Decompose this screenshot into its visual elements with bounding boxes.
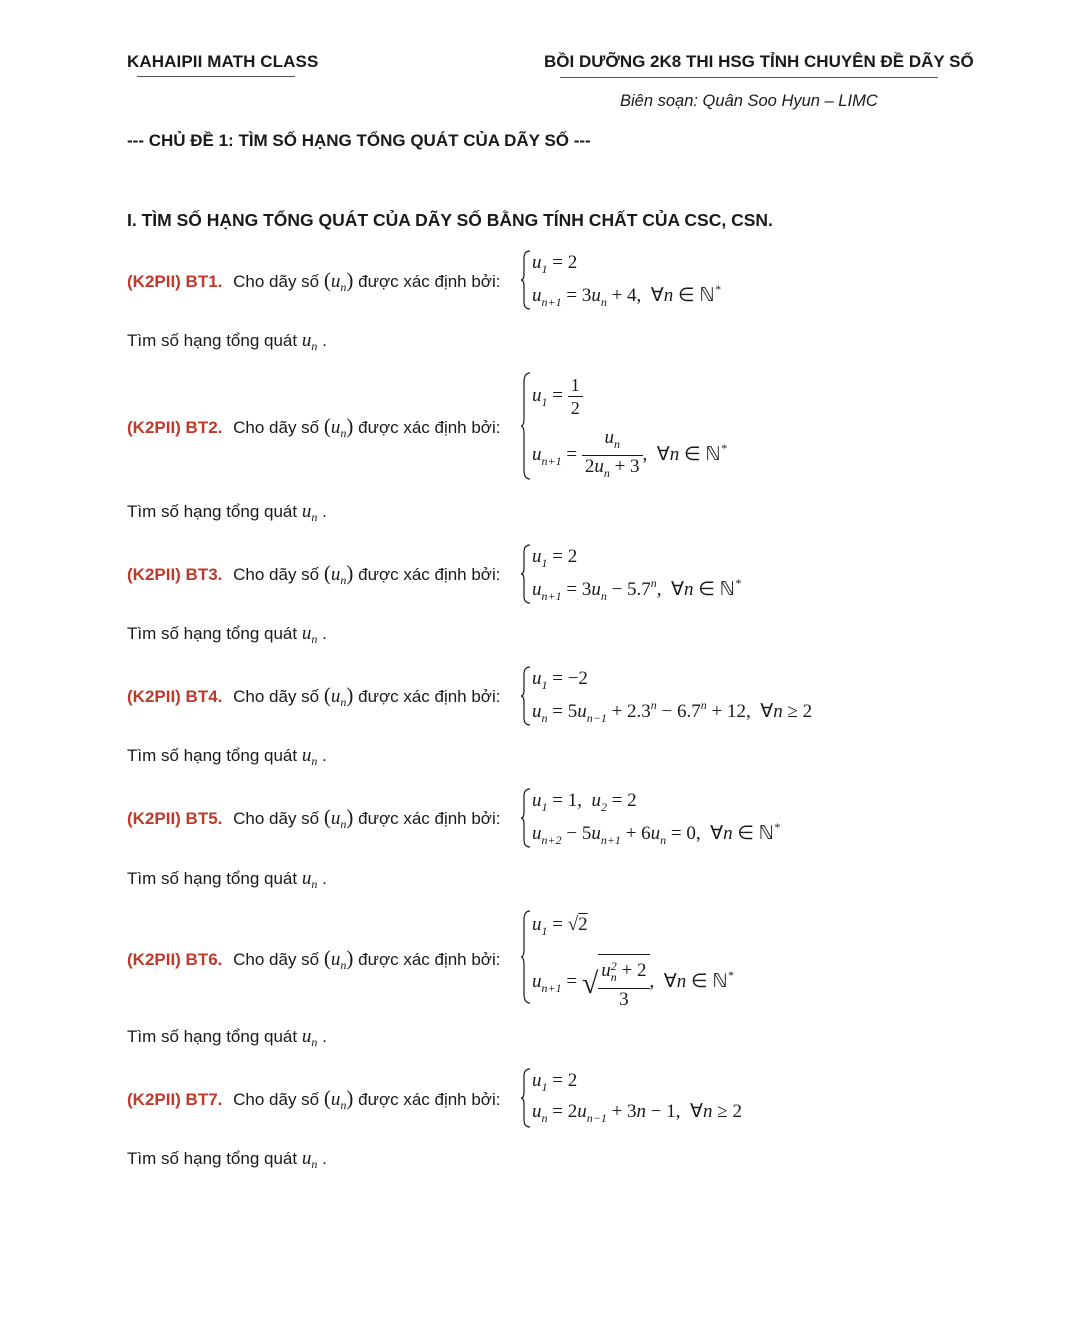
- given-suffix: được xác định bởi:: [358, 565, 501, 584]
- initial-condition: $u_1 = √2$: [532, 914, 588, 938]
- find-line-7: Tìm số hạng tổng quát $u_n$ .: [127, 1148, 327, 1171]
- initial-condition: $u_1$ = $\frac{1}{2}$: [532, 374, 583, 419]
- recurrence: $u_{n+1} = 3u_n + 4$, ∀n ∈ ℕ*: [532, 282, 721, 309]
- initial-condition: $u_1 = -2$: [532, 668, 588, 692]
- problem-5-system: [520, 788, 780, 850]
- header-right-underline: [560, 77, 938, 78]
- problem-2-system: [520, 372, 727, 482]
- recurrence: $u_n = 5u_{n-1} + 2.3^n - 6.7^n + 12$, ∀n ≥ 2: [532, 698, 813, 725]
- given-suffix: được xác định bởi:: [358, 809, 501, 828]
- problem-6-system: [520, 910, 750, 1010]
- problem-1-system: [520, 250, 720, 312]
- initial-condition: $u_1 = 2$: [532, 546, 578, 570]
- brace-icon: [520, 1068, 532, 1128]
- recurrence: $u_{n+1}$ = √ $\frac{u^2_n + 2}{3}$ , ∀n ∈ ℕ*: [532, 954, 734, 1011]
- problem-6: (K2PII) BT6. Cho dãy số $(u_n)$ được xác định bởi:: [127, 946, 501, 972]
- compiler-credit: Biên soạn: Quân Soo Hyun – LIMC: [620, 92, 878, 110]
- brace-icon: [520, 910, 532, 1004]
- given-prefix: Cho dãy số: [233, 272, 320, 291]
- problem-tag: (K2PII) BT5.: [127, 809, 223, 828]
- recurrence: $u_{n+1}$ = $\frac{u_n}{2u_n + 3}$ , ∀n ∈ ℕ*: [532, 427, 727, 480]
- find-line-3: Tìm số hạng tổng quát $u_n$ .: [127, 623, 327, 646]
- problem-3: (K2PII) BT3. Cho dãy số $(u_n)$ được xác định bởi:: [127, 561, 501, 587]
- topic-title: --- CHỦ ĐỀ 1: TÌM SỐ HẠNG TỔNG QUÁT CỦA DÃY SỐ ---: [127, 131, 591, 150]
- problem-7-system: [520, 1068, 750, 1130]
- given-suffix: được xác định bởi:: [358, 272, 501, 291]
- given-prefix: Cho dãy số: [233, 687, 320, 706]
- brace-icon: [520, 372, 532, 480]
- header-right-title: BỒI DƯỠNG 2K8 THI HSG TỈNH CHUYÊN ĐỀ DÃY SỐ: [544, 52, 974, 71]
- given-suffix: được xác định bởi:: [358, 687, 501, 706]
- section-heading: I. TÌM SỐ HẠNG TỔNG QUÁT CỦA DÃY SỐ BẰNG TÍNH CHẤT CỦA CSC, CSN.: [127, 210, 773, 230]
- given-prefix: Cho dãy số: [233, 950, 320, 969]
- problem-4: (K2PII) BT4. Cho dãy số $(u_n)$ được xác định bởi:: [127, 683, 501, 709]
- find-line-4: Tìm số hạng tổng quát $u_n$ .: [127, 745, 327, 768]
- problem-7: (K2PII) BT7. Cho dãy số $(u_n)$ được xác định bởi:: [127, 1086, 501, 1112]
- initial-condition: $u_1 = 2$: [532, 252, 578, 276]
- problem-tag: (K2PII) BT7.: [127, 1090, 223, 1109]
- problem-tag: (K2PII) BT1.: [127, 272, 223, 291]
- problem-tag: (K2PII) BT4.: [127, 687, 223, 706]
- given-suffix: được xác định bởi:: [358, 1090, 501, 1109]
- problem-tag: (K2PII) BT3.: [127, 565, 223, 584]
- find-line-6: Tìm số hạng tổng quát $u_n$ .: [127, 1026, 327, 1049]
- problem-3-system: [520, 544, 740, 606]
- brace-icon: [520, 666, 532, 726]
- recurrence: $u_{n+2} - 5u_{n+1} + 6u_n = 0$, ∀n ∈ ℕ*: [532, 820, 780, 847]
- given-suffix: được xác định bởi:: [358, 418, 501, 437]
- problem-tag: (K2PII) BT2.: [127, 418, 223, 437]
- brace-icon: [520, 544, 532, 604]
- problem-1: (K2PII) BT1. Cho dãy số $(u_n)$ được xác định bởi:: [127, 268, 501, 294]
- find-line-5: Tìm số hạng tổng quát $u_n$ .: [127, 868, 327, 891]
- brace-icon: [520, 788, 532, 848]
- given-suffix: được xác định bởi:: [358, 950, 501, 969]
- problem-5: (K2PII) BT5. Cho dãy số $(u_n)$ được xác định bởi:: [127, 805, 501, 831]
- given-prefix: Cho dãy số: [233, 809, 320, 828]
- initial-condition: $u_1 = 1$, $u_2 = 2$: [532, 790, 637, 814]
- given-prefix: Cho dãy số: [233, 565, 320, 584]
- given-prefix: Cho dãy số: [233, 418, 320, 437]
- problem-tag: (K2PII) BT6.: [127, 950, 223, 969]
- given-prefix: Cho dãy số: [233, 1090, 320, 1109]
- recurrence: $u_n = 2u_{n-1} + 3n - 1$, ∀n ≥ 2: [532, 1101, 742, 1125]
- header-left-title: KAHAIPII MATH CLASS: [127, 52, 319, 71]
- header-left-underline: [137, 76, 295, 77]
- recurrence: $u_{n+1} = 3u_n - 5.7^n$, ∀n ∈ ℕ*: [532, 576, 741, 603]
- problem-2: (K2PII) BT2. Cho dãy số $(u_n)$ được xác định bởi:: [127, 414, 501, 440]
- initial-condition: $u_1 = 2$: [532, 1070, 578, 1094]
- brace-icon: [520, 250, 532, 310]
- find-line-1: Tìm số hạng tổng quát $u_n$ .: [127, 330, 327, 353]
- problem-4-system: [520, 666, 820, 728]
- find-line-2: Tìm số hạng tổng quát $u_n$ .: [127, 501, 327, 524]
